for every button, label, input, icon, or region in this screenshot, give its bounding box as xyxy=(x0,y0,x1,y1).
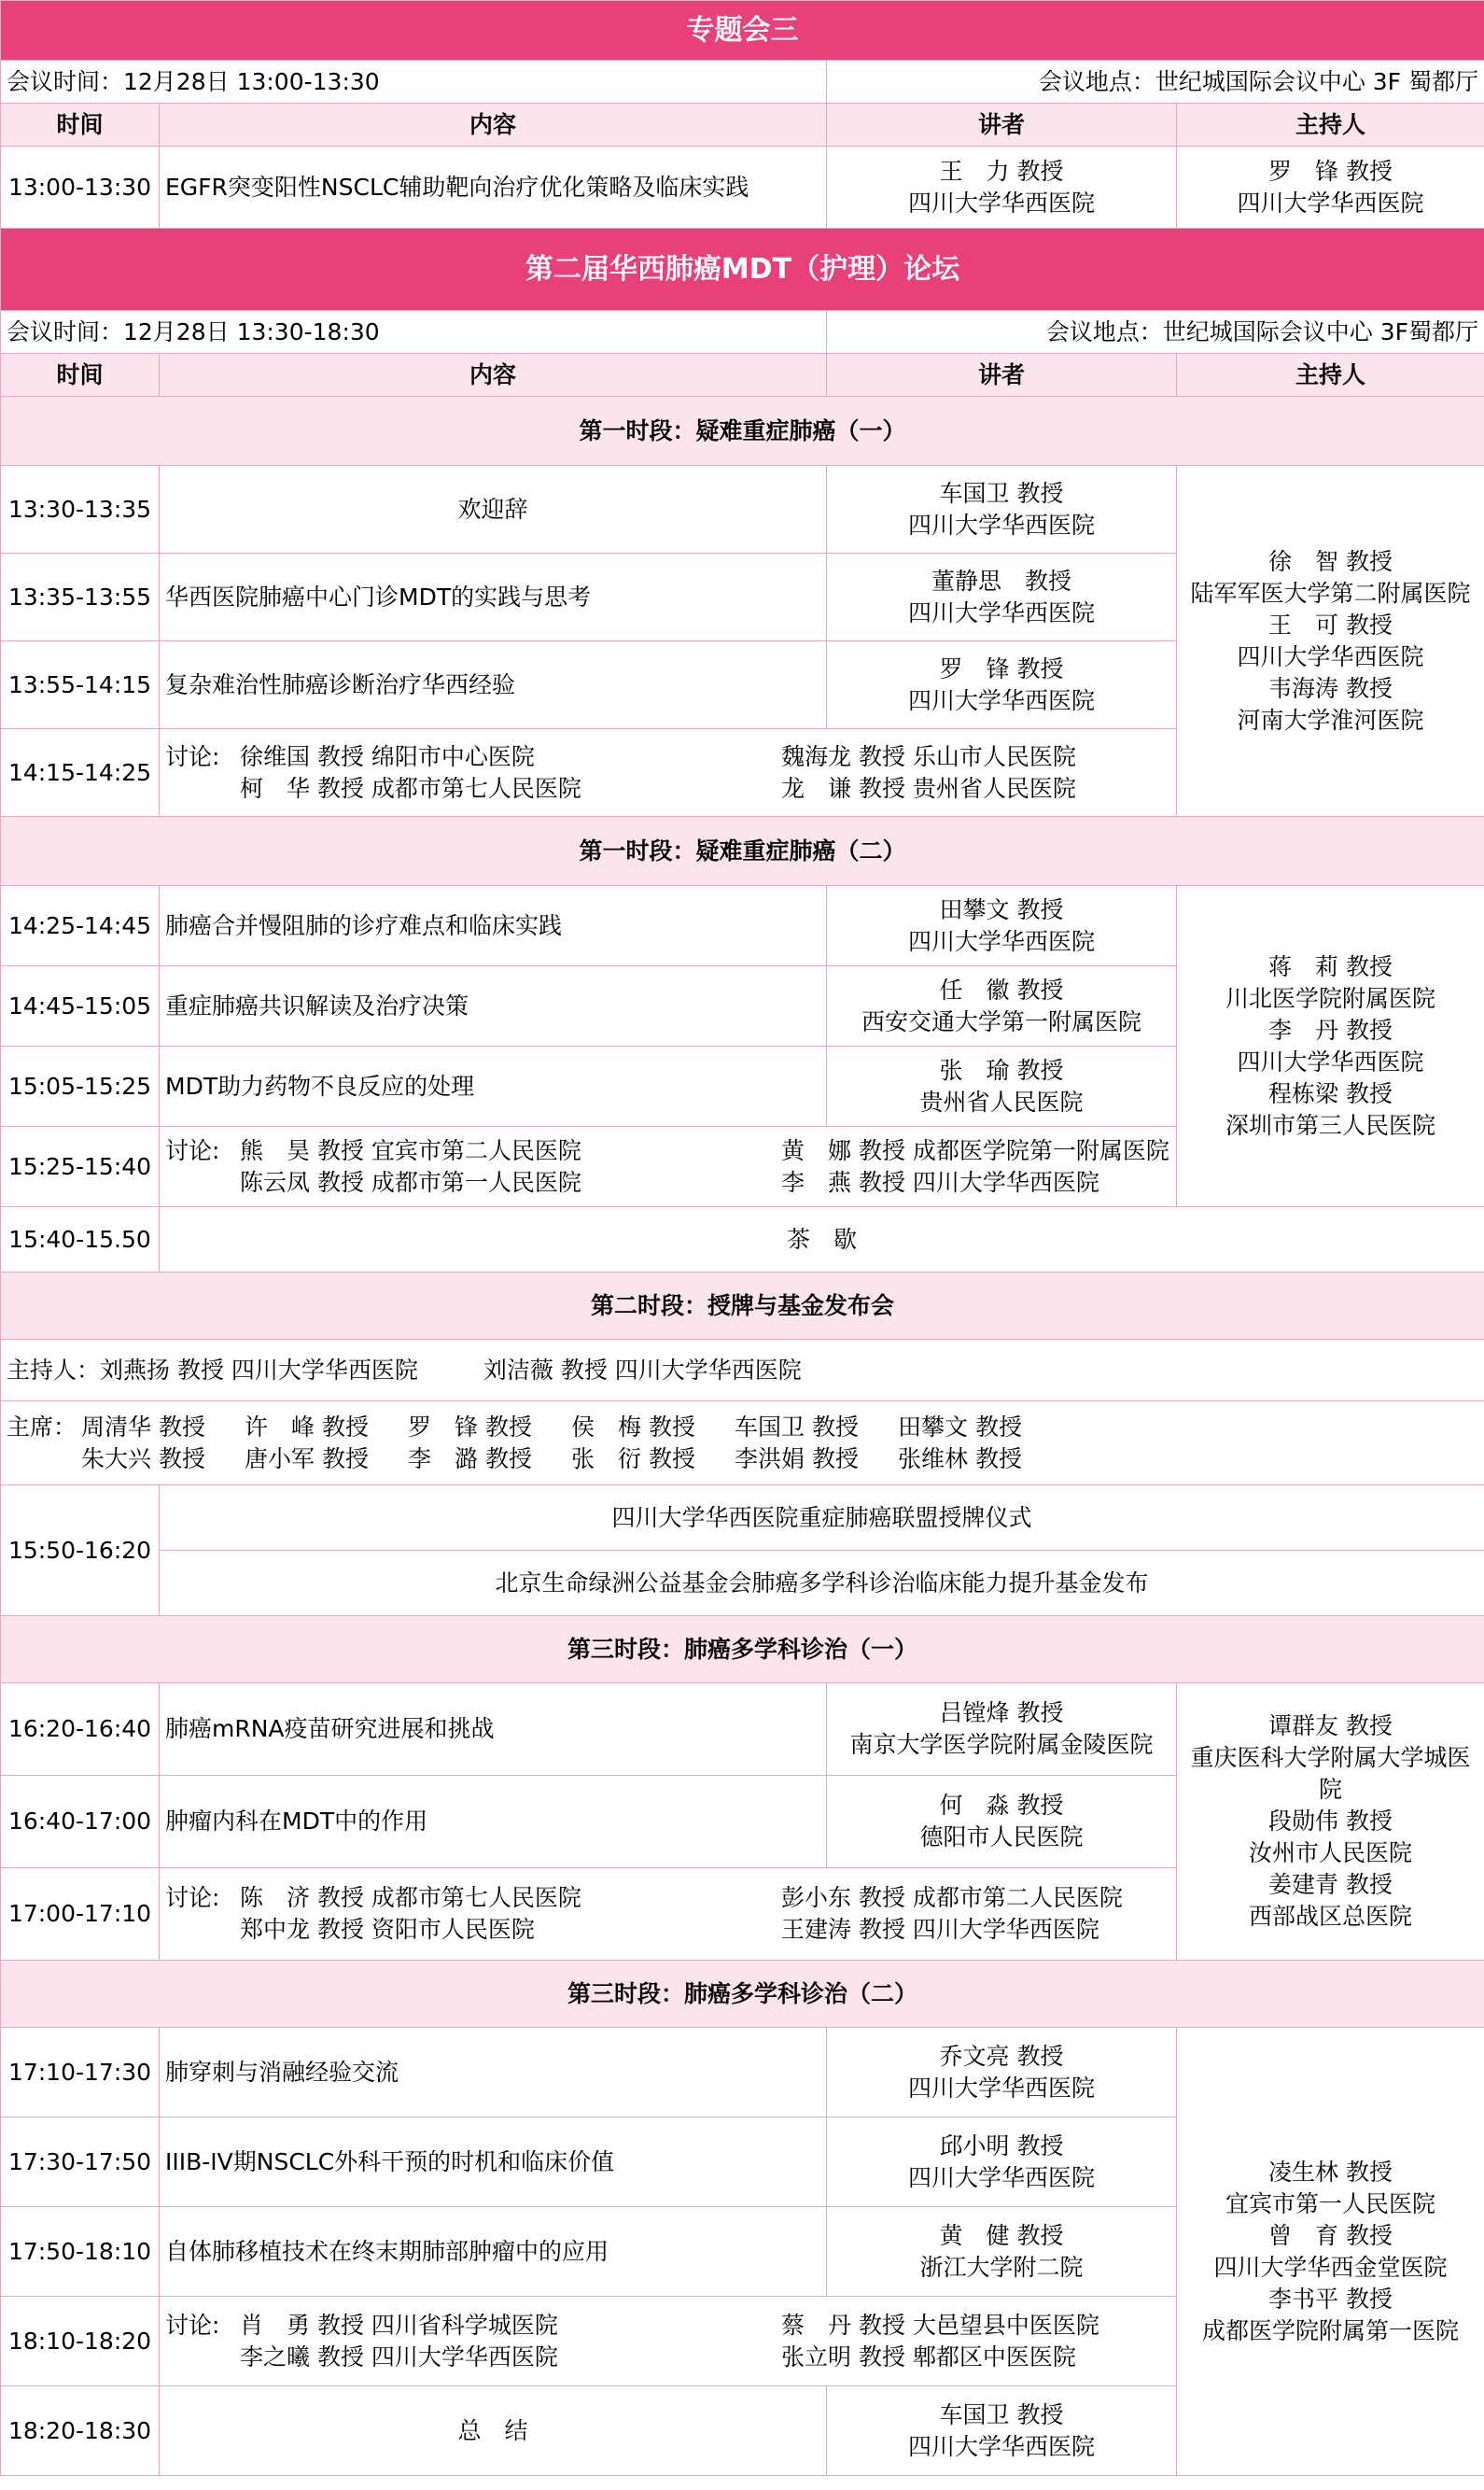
row-time: 13:55-14:15 xyxy=(1,641,160,729)
row-speaker: 田攀文 教授 四川大学华西医院 xyxy=(827,886,1177,966)
header-speaker: 讲者 xyxy=(827,354,1177,397)
ceremony-hosts: 主持人：刘燕扬 教授 四川大学华西医院 刘洁薇 教授 四川大学华西医院 xyxy=(1,1340,1484,1401)
ceremony-chairs: 主席： 周清华 教授 许 峰 教授 罗 锋 教授 侯 梅 教授 车国卫 教授 田攀文 教授 朱大兴 教授 唐小军 教授 李 潞 教授 张 衍 教授 李洪娟 教授 张维林 教授 xyxy=(1,1401,1484,1485)
row-content: MDT助力药物不良反应的处理 xyxy=(160,1047,827,1127)
row-time: 13:35-13:55 xyxy=(1,554,160,641)
period-title: 第一时段：疑难重症肺癌（二） xyxy=(1,817,1484,886)
session-banner: 第二届华西肺癌MDT（护理）论坛 xyxy=(1,229,1484,311)
meeting-place: 会议地点：世纪城国际会议中心 3F蜀都厅 xyxy=(827,311,1484,354)
row-time: 16:40-17:00 xyxy=(1,1776,160,1868)
row-time: 18:10-18:20 xyxy=(1,2297,160,2386)
row-speaker: 邱小明 教授 四川大学华西医院 xyxy=(827,2117,1177,2207)
table-row xyxy=(1,147,1484,229)
row-time: 17:30-17:50 xyxy=(1,2117,160,2207)
row-time: 14:25-14:45 xyxy=(1,886,160,966)
row-time: 15:50-16:20 xyxy=(1,1485,160,1616)
row-content: 肺穿刺与消融经验交流 xyxy=(160,2028,827,2117)
meeting-time: 会议时间：12月28日 13:00-13:30 xyxy=(1,61,827,104)
period-title: 第三时段：肺癌多学科诊治（一） xyxy=(1,1616,1484,1683)
row-content: EGFR突变阳性NSCLC辅助靶向治疗优化策略及临床实践 xyxy=(160,147,827,229)
period-title: 第二时段：授牌与基金发布会 xyxy=(1,1273,1484,1340)
header-content: 内容 xyxy=(160,104,827,147)
table-row xyxy=(1,1683,1484,1776)
period-hosts: 谭群友 教授 重庆医科大学附属大学城医院 段勋伟 教授 汝州市人民医院 姜建青 教授 西部战区总医院 xyxy=(1177,1683,1484,1961)
row-time: 18:20-18:30 xyxy=(1,2386,160,2476)
header-host: 主持人 xyxy=(1177,354,1484,397)
session-banner: 专题会三 xyxy=(1,1,1484,61)
row-speaker: 董静思 教授 四川大学华西医院 xyxy=(827,554,1177,641)
row-time: 13:00-13:30 xyxy=(1,147,160,229)
meeting-time: 会议时间：12月28日 13:30-18:30 xyxy=(1,311,827,354)
discussion-row xyxy=(1,1127,1484,1207)
row-time: 15:25-15:40 xyxy=(1,1127,160,1207)
row-speaker: 吕镗烽 教授 南京大学医学院附属金陵医院 xyxy=(827,1683,1177,1776)
row-speaker: 何 淼 教授 德阳市人民医院 xyxy=(827,1776,1177,1868)
header-time: 时间 xyxy=(1,104,160,147)
row-time: 14:15-14:25 xyxy=(1,729,160,817)
row-content: 肿瘤内科在MDT中的作用 xyxy=(160,1776,827,1868)
row-time: 17:00-17:10 xyxy=(1,1868,160,1961)
discussion-content: 讨论: 徐维国 教授 绵阳市中心医院 魏海龙 教授 乐山市人民医院 柯 华 教授 成都市第七人民医院 龙 谦 教授 贵州省人民医院 xyxy=(160,729,1177,817)
period-title: 第三时段：肺癌多学科诊治（二） xyxy=(1,1961,1484,2028)
row-speaker: 乔文亮 教授 四川大学华西医院 xyxy=(827,2028,1177,2117)
discussion-content: 讨论: 陈 济 教授 成都市第七人民医院 彭小东 教授 成都市第二人民医院 郑中龙 教授 资阳市人民医院 王建涛 教授 四川大学华西医院 xyxy=(160,1868,1177,1961)
row-speaker: 张 瑜 教授 贵州省人民医院 xyxy=(827,1047,1177,1127)
row-speaker: 黄 健 教授 浙江大学附二院 xyxy=(827,2207,1177,2297)
header-host: 主持人 xyxy=(1177,104,1484,147)
discussion-content: 讨论: 肖 勇 教授 四川省科学城医院 蔡 丹 教授 大邑望县中医医院 李之曦 教授 四川大学华西医院 张立明 教授 郫都区中医医院 xyxy=(160,2297,1177,2386)
row-speaker: 车国卫 教授 四川大学华西医院 xyxy=(827,466,1177,554)
period-hosts: 凌生林 教授 宜宾市第一人民医院 曾 育 教授 四川大学华西金堂医院 李书平 教授 成都医学院附属第一医院 xyxy=(1177,2028,1484,2476)
row-content: IIIB-IV期NSCLC外科干预的时机和临床价值 xyxy=(160,2117,827,2207)
break-row xyxy=(1,1207,1484,1273)
discussion-content: 讨论: 熊 昊 教授 宜宾市第二人民医院 黄 娜 教授 成都医学院第一附属医院 陈云凤 教授 成都市第一人民医院 李 燕 教授 四川大学华西医院 xyxy=(160,1127,1177,1207)
row-content: 肺癌mRNA疫苗研究进展和挑战 xyxy=(160,1683,827,1776)
row-content: 复杂难治性肺癌诊断治疗华西经验 xyxy=(160,641,827,729)
table-row xyxy=(1,2028,1484,2117)
row-host: 罗 锋 教授 四川大学华西医院 xyxy=(1177,147,1484,229)
host-row xyxy=(1,1340,1484,1401)
row-speaker: 罗 锋 教授 四川大学华西医院 xyxy=(827,641,1177,729)
row-time: 15:05-15:25 xyxy=(1,1047,160,1127)
discussion-row xyxy=(1,729,1484,817)
table-row xyxy=(1,886,1484,966)
period-title: 第一时段：疑难重症肺癌（一） xyxy=(1,397,1484,466)
row-content: 四川大学华西医院重症肺癌联盟授牌仪式 xyxy=(160,1485,1484,1551)
row-time: 13:30-13:35 xyxy=(1,466,160,554)
row-content: 自体肺移植技术在终末期肺部肿瘤中的应用 xyxy=(160,2207,827,2297)
row-content: 重症肺癌共识解读及治疗决策 xyxy=(160,966,827,1047)
chair-row xyxy=(1,1401,1484,1485)
row-time: 17:10-17:30 xyxy=(1,2028,160,2117)
row-content: 欢迎辞 xyxy=(160,466,827,554)
discussion-row xyxy=(1,2297,1484,2386)
period-hosts: 蒋 莉 教授 川北医学院附属医院 李 丹 教授 四川大学华西医院 程栋梁 教授 深圳市第三人民医院 xyxy=(1177,886,1484,1207)
row-content: 肺癌合并慢阻肺的诊疗难点和临床实践 xyxy=(160,886,827,966)
header-time: 时间 xyxy=(1,354,160,397)
period-hosts: 徐 智 教授 陆军军医大学第二附属医院 王 可 教授 四川大学华西医院 韦海涛 教授 河南大学淮河医院 xyxy=(1177,466,1484,817)
row-content: 总 结 xyxy=(160,2386,827,2476)
break-label: 茶 歇 xyxy=(160,1207,1484,1273)
row-time: 17:50-18:10 xyxy=(1,2207,160,2297)
row-time: 16:20-16:40 xyxy=(1,1683,160,1776)
header-content: 内容 xyxy=(160,354,827,397)
row-time: 14:45-15:05 xyxy=(1,966,160,1047)
table-row xyxy=(1,1485,1484,1551)
table-row xyxy=(1,466,1484,554)
row-time: 15:40-15.50 xyxy=(1,1207,160,1273)
row-content: 华西医院肺癌中心门诊MDT的实践与思考 xyxy=(160,554,827,641)
row-speaker: 王 力 教授 四川大学华西医院 xyxy=(827,147,1177,229)
row-speaker: 车国卫 教授 四川大学华西医院 xyxy=(827,2386,1177,2476)
row-content: 北京生命绿洲公益基金会肺癌多学科诊治临床能力提升基金发布 xyxy=(160,1551,1484,1616)
row-speaker: 任 徽 教授 西安交通大学第一附属医院 xyxy=(827,966,1177,1047)
meeting-place: 会议地点：世纪城国际会议中心 3F 蜀都厅 xyxy=(827,61,1484,104)
header-speaker: 讲者 xyxy=(827,104,1177,147)
table-row xyxy=(1,1551,1484,1616)
